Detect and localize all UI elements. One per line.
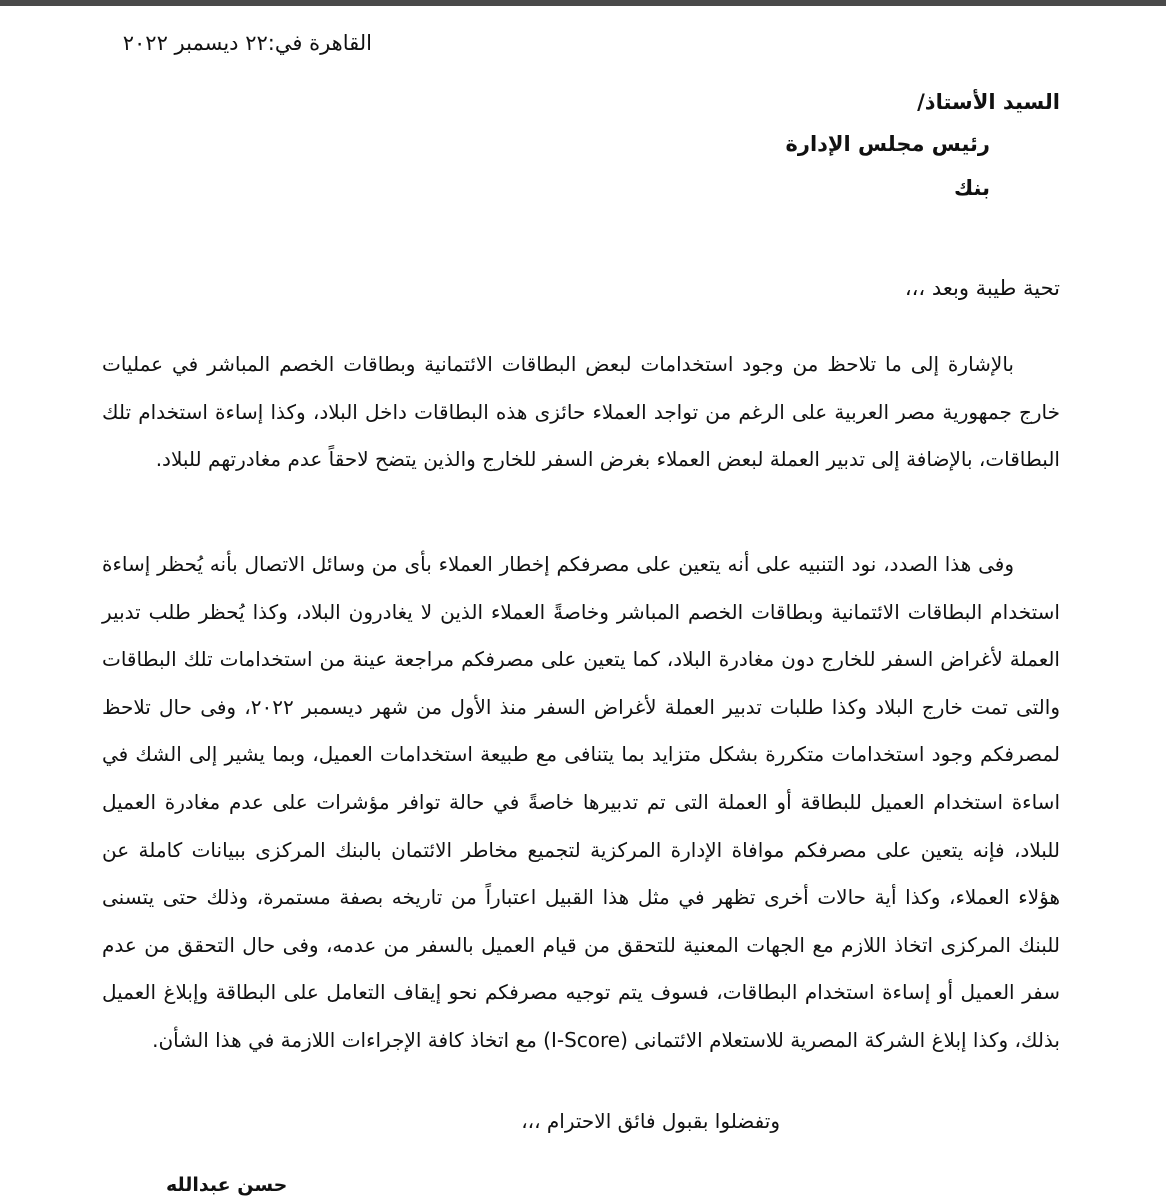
greeting: تحية طيبة وبعد ،،، [904,276,1060,300]
closing-line: وتفضلوا بقبول فائق الاحترام ،،، [521,1109,780,1133]
date-line: القاهرة في:٢٢ ديسمبر ٢٠٢٢ [122,31,372,55]
recipient-position: رئيس مجلس الإدارة [785,132,990,156]
recipient-organization: بنك [953,176,990,200]
body-paragraph-2: وفى هذا الصدد، نود التنبيه على أنه يتعين على مصرفكم إخطار العملاء بأى من وسائل الاتصال بأنه يُحظر إساءة استخدام البطاقات الائتمانية وبطاقات الخصم المباشر وخاصةً العملاء الذين لا يغادرون البلاد، وكذا يُحظر طلب تدبير العملة لأغراض السفر للخارج دون مغادرة البلاد، كما يتعين على مصرفكم مراجعة عينة من استخدامات تلك البطاقات والتى تمت خارج البلاد وكذا طلبات تدبير العملة لأغراض السفر منذ الأول من شهر ديسمبر ٢٠٢٢، وفى حال تلاحظ لمصرفكم وجود استخدامات متكررة بشكل متزايد بما يتنافى مع طبيعة استخدامات العميل، وبما يشير إلى الشك في اساءة استخدام العميل للبطاقة أو العملة التى تم تدبيرها خاصةً في حالة توافر مؤشرات على عدم مغادرة العميل للبلاد، فإنه يتعين على مصرفكم موافاة الإدارة المركزية لتجميع مخاطر الائتمان بالبنك المركزى ببيانات كاملة عن هؤلاء العملاء، وكذا أية حالات أخرى تظهر في مثل هذا القبيل اعتباراً من تاريخه بصفة مستمرة، وذلك حتى يتسنى للبنك المركزى اتخاذ اللازم مع الجهات المعنية للتحقق من قيام العميل بالسفر من عدمه، وفى حال التحقق من عدم سفر العميل أو إساءة استخدام البطاقات، فسوف يتم توجيه مصرفكم نحو إيقاف التعامل على البطاقة وإبلاغ العميل بذلك، وكذا إبلاغ الشركة المصرية للاستعلام الائتمانى (I-Score) مع اتخاذ كافة الإجراءات اللازمة في هذا الشأن. [102,552,1060,1052]
signature-name: حسن عبدالله [166,1174,288,1196]
body-paragraph-1: بالإشارة إلى ما تلاحظ من وجود استخدامات لبعض البطاقات الائتمانية وبطاقات الخصم المباشر في عمليات خارج جمهورية مصر العربية على الرغم من تواجد العملاء حائزى هذه البطاقات داخل البلاد، وكذا إساءة استخدام تلك البطاقات، بالإضافة إلى تدبير العملة لبعض العملاء بغرض السفر للخارج والذين يتضح لاحقاً عدم مغادرتهم للبلاد. [102,352,1060,472]
recipient-title: السيد الأستاذ/ [917,90,1060,114]
